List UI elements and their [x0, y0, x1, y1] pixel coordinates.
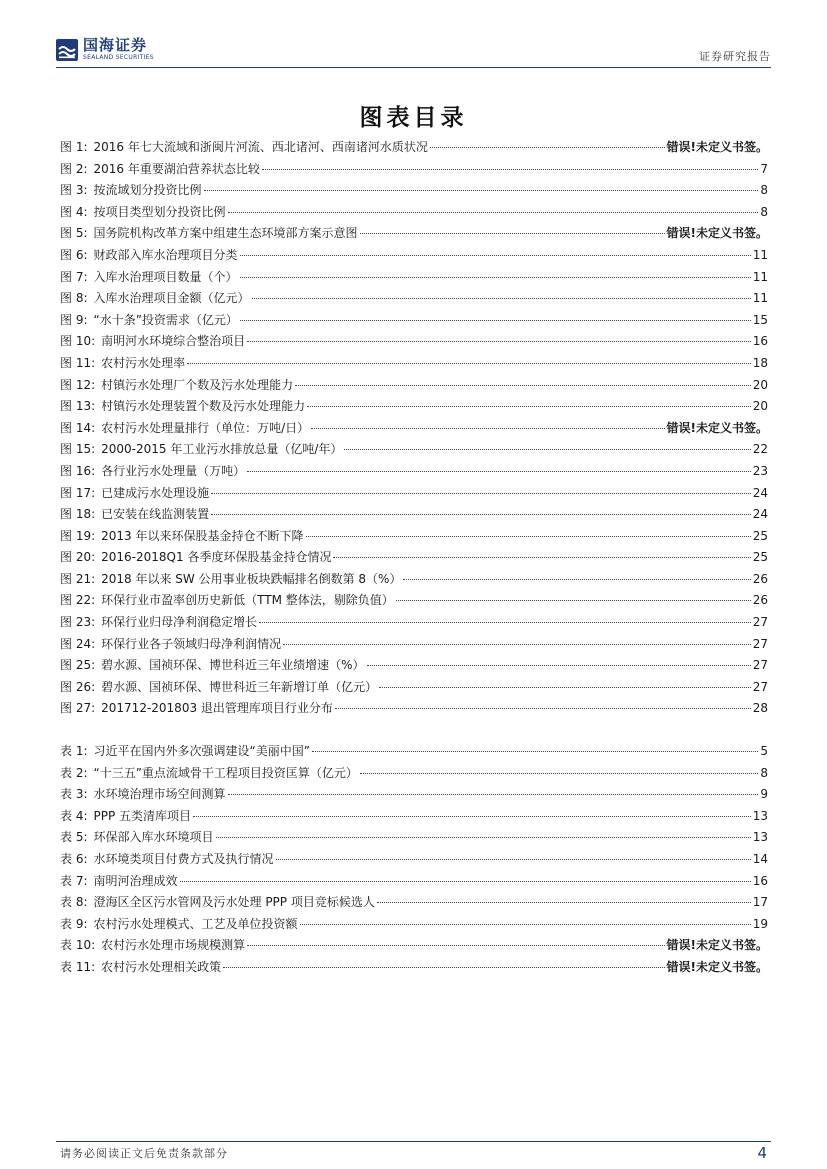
- toc-entry-label: 图 19:: [60, 528, 96, 543]
- table-toc-entry[interactable]: [60, 957, 768, 979]
- toc-entry-page: 25: [752, 528, 768, 543]
- table-toc-entry[interactable]: [60, 892, 768, 914]
- figure-toc-entry[interactable]: [60, 634, 768, 656]
- toc-entry-label: 图 20:: [60, 550, 96, 565]
- figure-toc-entry[interactable]: [60, 396, 768, 418]
- toc-entry-label: 图 16:: [60, 463, 96, 478]
- toc-entry-label: 图 7:: [60, 269, 88, 284]
- sealand-logo-icon: [56, 39, 78, 61]
- toc-entry-page: 9: [760, 787, 768, 802]
- dot-leader: [367, 665, 751, 666]
- page-header: [56, 38, 771, 64]
- toc-entry-title: 碧水源、国祯环保、博世科近三年新增订单（亿元）: [101, 679, 378, 694]
- toc-entry-title: 201712-201803 退出管理库项目行业分布: [101, 701, 333, 716]
- dot-leader: [193, 816, 751, 817]
- figure-toc-entry[interactable]: [60, 655, 768, 677]
- table-toc-entry[interactable]: [60, 914, 768, 936]
- page-title: 图表目录: [359, 105, 468, 131]
- figure-toc-entry[interactable]: [60, 223, 768, 245]
- toc-entry-title: 南明河水环境综合整治项目: [101, 334, 246, 349]
- toc-entry-page: 8: [760, 204, 768, 219]
- page-number: 4: [757, 1144, 767, 1162]
- figure-toc-entry[interactable]: [60, 461, 768, 483]
- toc-entry-title: 农村污水处理量排行（单位：万吨/日）: [101, 420, 310, 435]
- toc-entry-label: 图 1:: [60, 140, 88, 154]
- toc-entry-label: 图 8:: [60, 291, 88, 306]
- toc-entry-title: 按流域划分投资比例: [93, 183, 202, 198]
- dot-leader: [307, 406, 751, 407]
- toc-entry-page: 14: [752, 852, 768, 866]
- toc-entry-page: 22: [752, 442, 768, 457]
- dot-leader: [360, 773, 758, 774]
- toc-entry-title: 已建成污水处理设施: [101, 485, 210, 500]
- toc-entry-label: 图 24:: [60, 636, 96, 651]
- toc-entry-title: 南明河治理成效: [93, 873, 178, 888]
- dot-leader: [344, 449, 750, 450]
- toc-entry-label: 表 5:: [60, 830, 88, 845]
- toc-entry-page: 17: [752, 895, 768, 910]
- toc-entry-page: 16: [752, 334, 768, 349]
- toc-entry-title: 澄海区全区污水管网及污水处理 PPP 项目竞标候选人: [93, 895, 375, 910]
- dot-leader: [283, 644, 751, 645]
- toc-entry-page: 8: [760, 183, 768, 198]
- dot-leader: [240, 277, 751, 278]
- table-toc-entry[interactable]: [60, 827, 768, 849]
- toc-entry-page: 24: [752, 507, 768, 522]
- dot-leader: [240, 320, 751, 321]
- toc-entry-label: 图 17:: [60, 485, 96, 500]
- toc-entry-page: 11: [752, 269, 768, 284]
- toc-entry-label: 图 4:: [60, 204, 88, 219]
- toc-entry-title: PPP 五类清库项目: [93, 808, 192, 823]
- dot-leader: [247, 945, 664, 946]
- dot-leader: [180, 881, 751, 882]
- toc-entry-label: 表 3:: [60, 787, 88, 802]
- section-gap: [60, 720, 768, 741]
- toc-entry-label: 图 2:: [60, 161, 88, 176]
- toc-entry-title: 2013 年以来环保股基金持仓不断下降: [101, 528, 304, 543]
- dot-leader: [396, 600, 751, 601]
- table-toc-entry[interactable]: [60, 871, 768, 893]
- dot-leader: [300, 924, 751, 925]
- toc-entry-label: 图 23:: [60, 615, 96, 630]
- dot-leader: [430, 147, 665, 148]
- toc-entry-page: 27: [752, 658, 768, 673]
- dot-leader: [306, 536, 751, 537]
- toc-entry-title: 2000-2015 年工业污水排放总量（亿吨/年）: [101, 442, 343, 457]
- footer-divider: [56, 1141, 771, 1142]
- toc-entry-label: 图 26:: [60, 679, 96, 694]
- toc-entry-title: “水十条”投资需求（亿元）: [93, 312, 238, 327]
- figure-toc-entry[interactable]: [60, 504, 768, 526]
- table-toc-entry[interactable]: [60, 935, 768, 957]
- toc-entry-label: 图 14:: [60, 420, 96, 435]
- toc-entry-title: 环保行业各子领域归母净利润情况: [101, 636, 282, 651]
- toc-entry-label: 表 10:: [60, 938, 96, 953]
- toc-entry-title: 村镇污水处理装置个数及污水处理能力: [101, 399, 306, 414]
- toc-entry-title: 2018 年以来 SW 公用事业板块跌幅排名倒数第 8（%）: [101, 571, 402, 586]
- dot-leader: [211, 514, 751, 515]
- report-type-label: 证券研究报告: [699, 50, 771, 63]
- dot-leader: [216, 837, 751, 838]
- toc-entry-label: 图 5:: [60, 226, 88, 241]
- dot-leader: [377, 902, 751, 903]
- toc-entry-label: 表 2:: [60, 765, 88, 780]
- toc-entry-page: 27: [752, 636, 768, 651]
- figure-toc-entry[interactable]: [60, 439, 768, 461]
- figure-toc-entry[interactable]: [60, 331, 768, 353]
- figure-toc-entry[interactable]: [60, 375, 768, 397]
- brand-name-en: SEALAND SECURITIES: [83, 54, 154, 61]
- disclaimer-note: 请务必阅读正文后免责条款部分: [60, 1147, 228, 1160]
- brand-name-cn: 国海证券: [83, 36, 148, 54]
- dot-leader: [252, 298, 751, 299]
- dot-leader: [259, 622, 751, 623]
- toc-entry-title: 2016-2018Q1 各季度环保股基金持仓情况: [101, 550, 332, 565]
- toc-entry-label: 图 10:: [60, 334, 96, 349]
- dot-leader: [228, 794, 759, 795]
- toc-entry-label: 表 6:: [60, 852, 88, 866]
- figure-toc-entry[interactable]: [60, 245, 768, 267]
- figure-toc-entry[interactable]: [60, 310, 768, 332]
- toc-entry-page: 25: [752, 550, 768, 565]
- toc-entry-label: 图 12:: [60, 377, 96, 392]
- toc-entry-title: 农村污水处理相关政策: [101, 959, 222, 974]
- figure-toc-entry[interactable]: [60, 483, 768, 505]
- toc-entry-label: 图 15:: [60, 442, 96, 457]
- dot-leader: [276, 859, 751, 860]
- toc-entry-page: 7: [760, 161, 768, 176]
- figure-toc-entry[interactable]: [60, 288, 768, 310]
- toc-entry-label: 表 4:: [60, 808, 88, 823]
- toc-entry-label: 图 22:: [60, 593, 96, 608]
- toc-entry-page: 错误!未定义书签。: [666, 959, 768, 974]
- toc-entry-label: 图 27:: [60, 701, 96, 716]
- toc-entry-title: 财政部入库水治理项目分类: [93, 247, 238, 262]
- table-toc-entry[interactable]: [60, 806, 768, 828]
- toc-entry-title: 已安装在线监测装置: [101, 507, 210, 522]
- toc-entry-title: 碧水源、国祯环保、博世科近三年业绩增速（%）: [101, 658, 365, 673]
- toc-entry-title: 国务院机构改革方案中组建生态环境部方案示意图: [93, 226, 358, 241]
- table-toc-entry[interactable]: [60, 741, 768, 763]
- figures-list: [60, 137, 768, 720]
- toc-entry-page: 16: [752, 873, 768, 888]
- toc-entry-title: 2016 年七大流域和浙闽片河流、西北诸河、西南诸河水质状况: [93, 140, 428, 154]
- toc-entry-title: 按项目类型划分投资比例: [93, 204, 226, 219]
- toc-entry-page: 28: [752, 701, 768, 716]
- toc-entry-page: 8: [760, 765, 768, 780]
- toc-entry-label: 表 11:: [60, 959, 96, 974]
- toc-entry-page: 5: [760, 744, 768, 759]
- dot-leader: [240, 255, 751, 256]
- toc-entry-page: 20: [752, 377, 768, 392]
- figure-toc-entry[interactable]: [60, 526, 768, 548]
- toc-entry-title: 环保行业归母净利润稳定增长: [101, 615, 258, 630]
- tables-list: [60, 741, 768, 979]
- table-toc-entry[interactable]: [60, 784, 768, 806]
- dot-leader: [295, 385, 751, 386]
- toc-entry-label: 表 9:: [60, 916, 88, 931]
- dot-leader: [247, 341, 751, 342]
- toc-entry-title: 入库水治理项目数量（个）: [93, 269, 238, 284]
- table-toc-entry[interactable]: [60, 763, 768, 785]
- toc-entry-label: 表 1:: [60, 744, 88, 759]
- toc-entry-label: 图 3:: [60, 183, 88, 198]
- dot-leader: [211, 493, 751, 494]
- dot-leader: [223, 967, 664, 968]
- toc-entry-page: 23: [752, 463, 768, 478]
- toc-entry-page: 24: [752, 485, 768, 500]
- toc-entry-title: 各行业污水处理量（万吨）: [101, 463, 246, 478]
- dot-leader: [204, 190, 759, 191]
- toc-entry-title: 水环境治理市场空间测算: [93, 787, 226, 802]
- toc-entry-page: 15: [752, 312, 768, 327]
- figure-toc-entry[interactable]: [60, 353, 768, 375]
- toc-entry-title: 环保部入库水环境项目: [93, 830, 214, 845]
- figure-toc-entry[interactable]: [60, 698, 768, 720]
- toc-entry-label: 图 11:: [60, 355, 96, 370]
- dot-leader: [312, 751, 758, 752]
- table-toc-entry[interactable]: [60, 849, 768, 871]
- figure-toc-entry[interactable]: [60, 202, 768, 224]
- dot-leader: [335, 708, 751, 709]
- toc-entry-title: 农村污水处理市场规模测算: [101, 938, 246, 953]
- toc-entry-page: 错误!未定义书签。: [666, 938, 768, 953]
- figure-toc-entry[interactable]: [60, 590, 768, 612]
- dot-leader: [360, 233, 665, 234]
- dot-leader: [262, 169, 759, 170]
- toc-entry-page: 19: [752, 916, 768, 931]
- toc-entry-label: 图 21:: [60, 571, 96, 586]
- toc-entry-page: 错误!未定义书签。: [666, 226, 768, 241]
- toc-entry-title: 环保行业市盈率创历史新低（TTM 整体法，剔除负值）: [101, 593, 394, 608]
- toc-entry-title: 农村污水处理模式、工艺及单位投资额: [93, 916, 298, 931]
- toc-entry-page: 13: [752, 830, 768, 845]
- toc-entry-title: 习近平在国内外多次强调建设“美丽中国”: [93, 744, 310, 759]
- dot-leader: [187, 363, 751, 364]
- dot-leader: [379, 687, 751, 688]
- toc-entry-title: 村镇污水处理厂个数及污水处理能力: [101, 377, 294, 392]
- toc-entry-title: 农村污水处理率: [101, 355, 186, 370]
- toc-entry-label: 表 7:: [60, 873, 88, 888]
- toc-entry-page: 27: [752, 615, 768, 630]
- header-divider: [56, 67, 771, 68]
- dot-leader: [247, 471, 751, 472]
- toc-entry-page: 13: [752, 808, 768, 823]
- toc-entry-title: 入库水治理项目金额（亿元）: [93, 291, 250, 306]
- toc-entry-page: 20: [752, 399, 768, 414]
- figure-toc-entry[interactable]: [60, 612, 768, 634]
- toc-entry-page: 26: [752, 593, 768, 608]
- toc-entry-title: 水环境类项目付费方式及执行情况: [93, 852, 274, 866]
- figure-toc-entry[interactable]: [60, 267, 768, 289]
- dot-leader: [403, 579, 750, 580]
- toc-entry-label: 图 18:: [60, 507, 96, 522]
- figure-toc-entry[interactable]: [60, 677, 768, 699]
- dot-leader: [333, 557, 750, 558]
- figure-toc-entry[interactable]: [60, 569, 768, 591]
- toc-entry-page: 错误!未定义书签。: [666, 420, 768, 435]
- toc-entry-label: 表 8:: [60, 895, 88, 910]
- figure-toc-entry[interactable]: [60, 137, 768, 159]
- toc-entry-page: 11: [752, 247, 768, 262]
- toc-entry-page: 26: [752, 571, 768, 586]
- toc-entry-label: 图 13:: [60, 399, 96, 414]
- dot-leader: [228, 212, 759, 213]
- toc-entry-page: 27: [752, 679, 768, 694]
- toc-entry-title: “十三五”重点流域骨干工程项目投资匡算（亿元）: [93, 765, 358, 780]
- figure-toc-entry[interactable]: [60, 159, 768, 181]
- toc-entry-label: 图 6:: [60, 247, 88, 262]
- toc-entry-title: 2016 年重要湖泊营养状态比较: [93, 161, 260, 176]
- toc-entry-page: 18: [752, 355, 768, 370]
- toc-entry-page: 11: [752, 291, 768, 306]
- figure-toc-entry[interactable]: [60, 547, 768, 569]
- figure-toc-entry[interactable]: [60, 418, 768, 440]
- table-of-figures: [60, 137, 768, 979]
- brand-logo: [56, 38, 154, 61]
- toc-entry-label: 图 9:: [60, 312, 88, 327]
- figure-toc-entry[interactable]: [60, 180, 768, 202]
- dot-leader: [311, 428, 664, 429]
- toc-entry-page: 错误!未定义书签。: [666, 140, 768, 154]
- toc-entry-label: 图 25:: [60, 658, 96, 673]
